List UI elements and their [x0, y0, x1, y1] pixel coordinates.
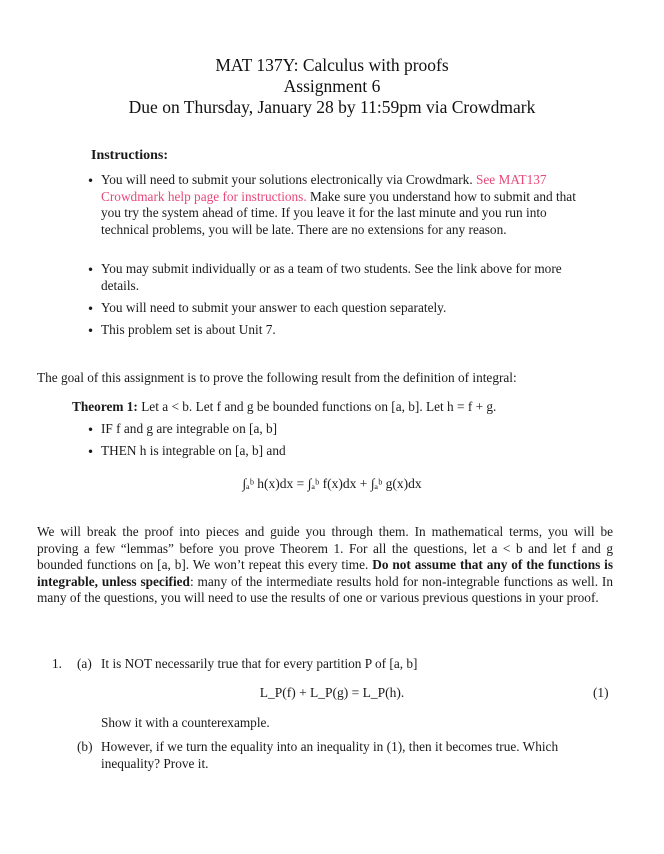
intro-paragraph — [37, 524, 613, 607]
intro-text-b: : many of the intermediate results hold for non-integrable functions as well. In many of the questions, you will need to use the results of one or various previous questions in your proof. — [37, 573, 613, 606]
instruction-item-4: This problem set is about Unit 7. — [101, 322, 276, 337]
bullet-icon: • — [87, 445, 95, 459]
theorem-if: IF f and g are integrable on [a, b] — [101, 421, 278, 436]
goal-text: The goal of this assignment is to prove the following result from the definition of integral: — [37, 370, 517, 385]
course-title: MAT 137Y: Calculus with proofs — [215, 55, 449, 75]
question-1-number: 1. — [52, 656, 62, 671]
bullet-icon: • — [87, 302, 95, 316]
intro-bold-warning: Do not assume that any of the functions is integrable, unless specified — [37, 557, 613, 589]
question-1a-followup: Show it with a counterexample. — [101, 715, 270, 730]
crowdmark-help-link[interactable]: See MAT137 Crowdmark help page for instructions. — [101, 172, 547, 204]
lower-sum-equation: L_P(f) + L_P(g) = L_P(h). — [259, 685, 405, 700]
instruction-item-2: You may submit individually or as a team of two students. See the link above for more details. — [101, 261, 562, 293]
question-1a-label: (a) — [77, 656, 92, 671]
instruction-1-text-b: Make sure you understand how to submit and that you try the system ahead of time. If you leave it for the last minute and you run into technical problems, you will be late. There are no extensions for any reason. — [101, 188, 576, 237]
due-date: Due on Thursday, January 28 by 11:59pm via Crowdmark — [128, 97, 536, 117]
intro-text-a: We will break the proof into pieces and guide you through them. In mathematical terms, you will be proving a few “lemmas” before you prove Theorem 1. For all the questions, let a < b and let f and g bounded functions on [a, b]. We won’t repeat this every time. — [37, 524, 613, 573]
assignment-title: Assignment 6 — [283, 76, 381, 96]
instruction-item-3: You will need to submit your answer to each question separately. — [101, 300, 447, 315]
question-1b-text: However, if we turn the equality into an inequality in (1), then it becomes true. Which inequality? Prove it. — [101, 739, 559, 771]
bullet-icon: • — [87, 324, 95, 338]
bullet-icon: • — [87, 174, 95, 188]
integral-equation: ∫ₐᵇ h(x)dx = ∫ₐᵇ f(x)dx + ∫ₐᵇ g(x)dx — [242, 476, 422, 491]
bullet-icon: • — [87, 423, 95, 437]
theorem-hypothesis: Let a < b. Let f and g be bounded functions on [a, b]. Let h = f + g. — [141, 399, 497, 414]
theorem-statement — [72, 399, 612, 416]
instruction-1-text-a: You will need to submit your solutions electronically via Crowdmark. — [101, 172, 473, 187]
instructions-heading: Instructions: — [91, 148, 169, 163]
question-1b-label: (b) — [77, 739, 93, 754]
theorem-label: Theorem 1: — [72, 399, 138, 414]
instruction-item-1 — [101, 172, 583, 238]
question-1a-text: It is NOT necessarily true that for every partition P of [a, b] — [101, 656, 418, 671]
theorem-then: THEN h is integrable on [a, b] and — [101, 443, 286, 458]
equation-number: (1) — [593, 685, 609, 700]
bullet-icon: • — [87, 263, 95, 277]
